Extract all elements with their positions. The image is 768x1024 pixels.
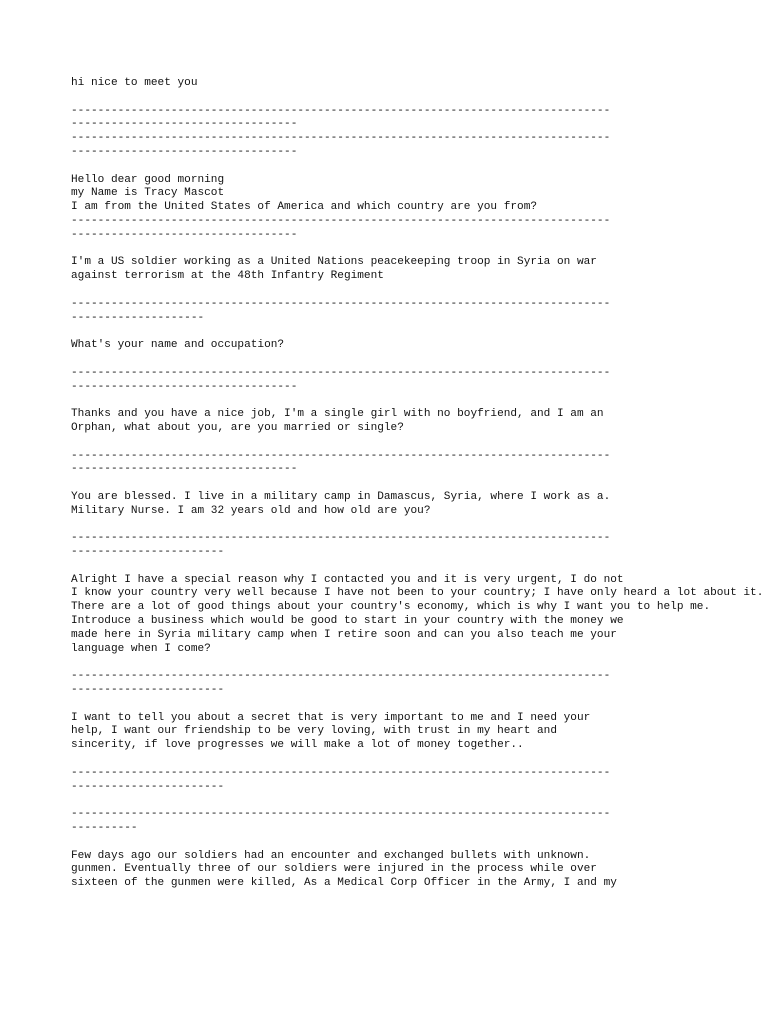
separator-line: ---------------------------------- — [71, 228, 298, 241]
separator-line: --------------------------------------------------------------------------------- — [71, 214, 611, 227]
text-line: You are blessed. I live in a military camp in Damascus, Syria, where I work as a. — [71, 490, 611, 503]
text-line: Few days ago our soldiers had an encounter and exchanged bullets with unknown. — [71, 849, 591, 862]
blank-line — [71, 698, 761, 712]
separator-line: --------------------------------------------------------------------------------- — [71, 449, 611, 462]
blank-line — [71, 325, 761, 339]
separator-line: --------------------------------------------------------------------------------- — [71, 132, 611, 145]
document-body — [71, 77, 764, 891]
text-line: Thanks and you have a nice job, I'm a single girl with no boyfriend, and I am an — [71, 408, 604, 421]
blank-line — [71, 91, 761, 105]
separator-line: ---------------------------------- — [71, 380, 298, 393]
blank-line — [71, 753, 761, 767]
separator-line: ---------------------------------- — [71, 463, 298, 476]
blank-line — [71, 394, 761, 408]
text-line: I'm a US soldier working as a United Nations peacekeeping troop in Syria on war — [71, 256, 597, 269]
separator-line: --------------------------------------------------------------------------------- — [71, 366, 611, 379]
text-line: help, I want our friendship to be very loving, with trust in my heart and — [71, 725, 557, 738]
blank-line — [71, 436, 761, 450]
separator-line: --------------------------------------------------------------------------------- — [71, 297, 611, 310]
text-line: sixteen of the gunmen were killed, As a Medical Corp Officer in the Army, I and my — [71, 877, 617, 890]
text-line: I want to tell you about a secret that is very important to me and I need your — [71, 711, 591, 724]
separator-line: --------------------------------------------------------------------------------- — [71, 766, 611, 779]
blank-line — [71, 160, 761, 174]
text-line: Hello dear good morning — [71, 173, 225, 186]
separator-line: -------------------- — [71, 311, 205, 324]
blank-line — [71, 519, 761, 533]
text-line: Orphan, what about you, are you married or single? — [71, 421, 404, 434]
text-line: Alright I have a special reason why I contacted you and it is very urgent, I do not — [71, 573, 624, 586]
separator-line: ---------------------------------- — [71, 145, 298, 158]
blank-line — [71, 284, 761, 298]
blank-line — [71, 560, 761, 574]
text-line: gunmen. Eventually three of our soldiers were injured in the process while over — [71, 863, 597, 876]
text-line: language when I come? — [71, 642, 211, 655]
separator-line: ---------------------------------- — [71, 118, 298, 131]
separator-line: ----------------------- — [71, 684, 225, 697]
separator-line: --------------------------------------------------------------------------------- — [71, 532, 611, 545]
blank-line — [71, 836, 761, 850]
separator-line: --------------------------------------------------------------------------------- — [71, 670, 611, 683]
text-line: What's your name and occupation? — [71, 339, 285, 352]
separator-line: ---------- — [71, 822, 138, 835]
blank-line — [71, 243, 761, 257]
separator-line: ----------------------- — [71, 780, 225, 793]
blank-line — [71, 353, 761, 367]
text-line: sincerity, if love progresses we will make a lot of money together.. — [71, 739, 524, 752]
blank-line — [71, 656, 761, 670]
text-line: I know your country very well because I have not been to your country; I have only heard a lot about it. — [71, 587, 764, 600]
separator-line: --------------------------------------------------------------------------------- — [71, 104, 611, 117]
text-line: Introduce a business which would be good to start in your country with the money we — [71, 615, 624, 628]
text-line: hi nice to meet you — [71, 77, 198, 89]
text-line: my Name is Tracy Mascot — [71, 187, 225, 200]
separator-line: --------------------------------------------------------------------------------- — [71, 808, 611, 821]
blank-line — [71, 477, 761, 491]
text-line: There are a lot of good things about your country's economy, which is why I want you to help me. — [71, 601, 711, 614]
text-line: made here in Syria military camp when I retire soon and can you also teach me your — [71, 628, 617, 641]
blank-line — [71, 794, 761, 808]
text-line: I am from the United States of America and which country are you from? — [71, 201, 538, 214]
text-line: against terrorism at the 48th Infantry Regiment — [71, 270, 384, 283]
separator-line: ----------------------- — [71, 546, 225, 559]
text-line: Military Nurse. I am 32 years old and how old are you? — [71, 504, 431, 517]
